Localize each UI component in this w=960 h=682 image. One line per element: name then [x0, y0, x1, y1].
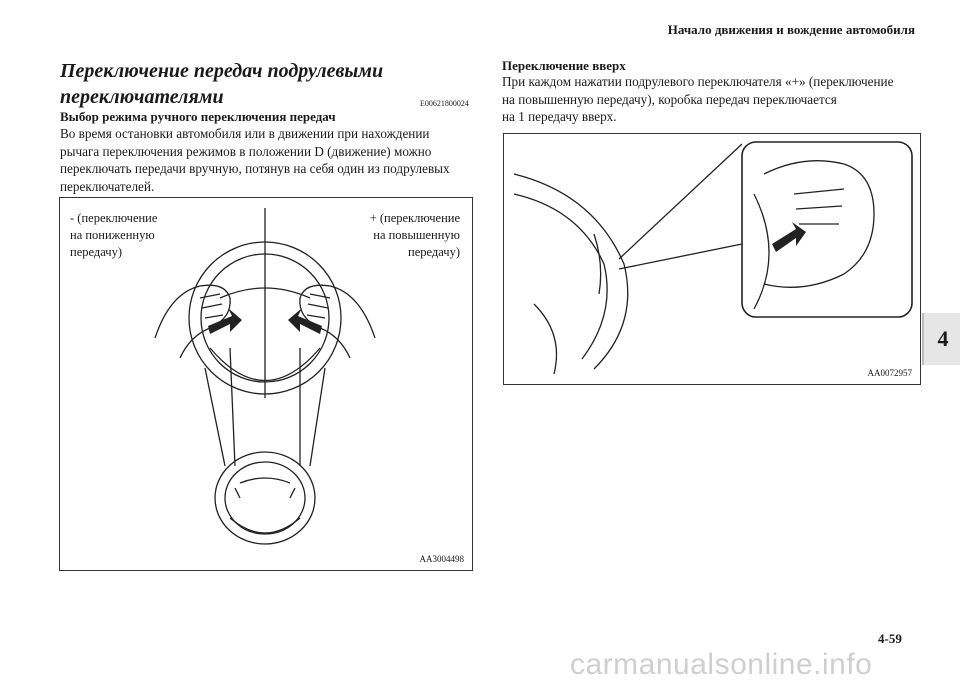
- section-title-line-2: переключателями: [60, 86, 224, 108]
- plus-label-line: передачу): [408, 245, 460, 259]
- page-number: 4-59: [878, 631, 902, 646]
- section-title: [60, 58, 460, 110]
- watermark: carmanualsonline.info: [570, 648, 873, 681]
- right-paragraph-line: на 1 передачу вверх.: [502, 109, 617, 124]
- section-title-line-1: Переключение передач подрулевыми: [60, 60, 384, 82]
- left-pull-arrow-icon: [208, 308, 242, 334]
- right-paragraph: [502, 73, 922, 126]
- minus-label-line: передачу): [70, 245, 122, 259]
- upshift-heading: Переключение вверх: [502, 58, 626, 73]
- figure-code: AA3004498: [419, 554, 464, 564]
- left-paragraph-line: переключателей.: [60, 178, 155, 194]
- left-paragraph-line: Во время остановки автомобиля или в движении при нахождении: [60, 126, 430, 141]
- right-pull-arrow-icon: [288, 308, 322, 334]
- minus-label-line: - (переключение: [70, 211, 158, 225]
- plus-label-line: + (переключение: [369, 211, 460, 225]
- right-paragraph-line: на повышенную передачу), коробка передач переключается: [502, 91, 837, 107]
- plus-label-line: на повышенную: [373, 228, 460, 242]
- section-code: E00621800024: [420, 99, 469, 108]
- wheel-rim-icon: [514, 174, 628, 369]
- zoom-callout-box: [742, 142, 912, 317]
- right-paragraph-line: При каждом нажатии подрулевого переключателя «+» (переключение: [502, 74, 894, 89]
- sub-heading: Выбор режима ручного переключения передач: [60, 109, 336, 124]
- minus-label-line: на пониженную: [70, 228, 155, 242]
- left-paragraph-line: переключать передачи вручную, потянув на себя один из подрулевых: [60, 161, 450, 176]
- left-paragraph-line: рычага переключения режимов в положении D (движение) можно: [60, 143, 432, 159]
- steering-wheel-illustration: [60, 198, 472, 570]
- chapter-tab: 4: [922, 313, 960, 365]
- upshift-figure: [503, 133, 921, 385]
- figure-code: AA0072957: [867, 368, 912, 378]
- left-paragraph: [60, 125, 480, 195]
- paddle-shift-figure: [59, 197, 473, 571]
- running-header: Начало движения и вождение автомобиля: [667, 22, 915, 37]
- small-steering-wheel-icon: [215, 452, 315, 544]
- upshift-illustration: [504, 134, 920, 384]
